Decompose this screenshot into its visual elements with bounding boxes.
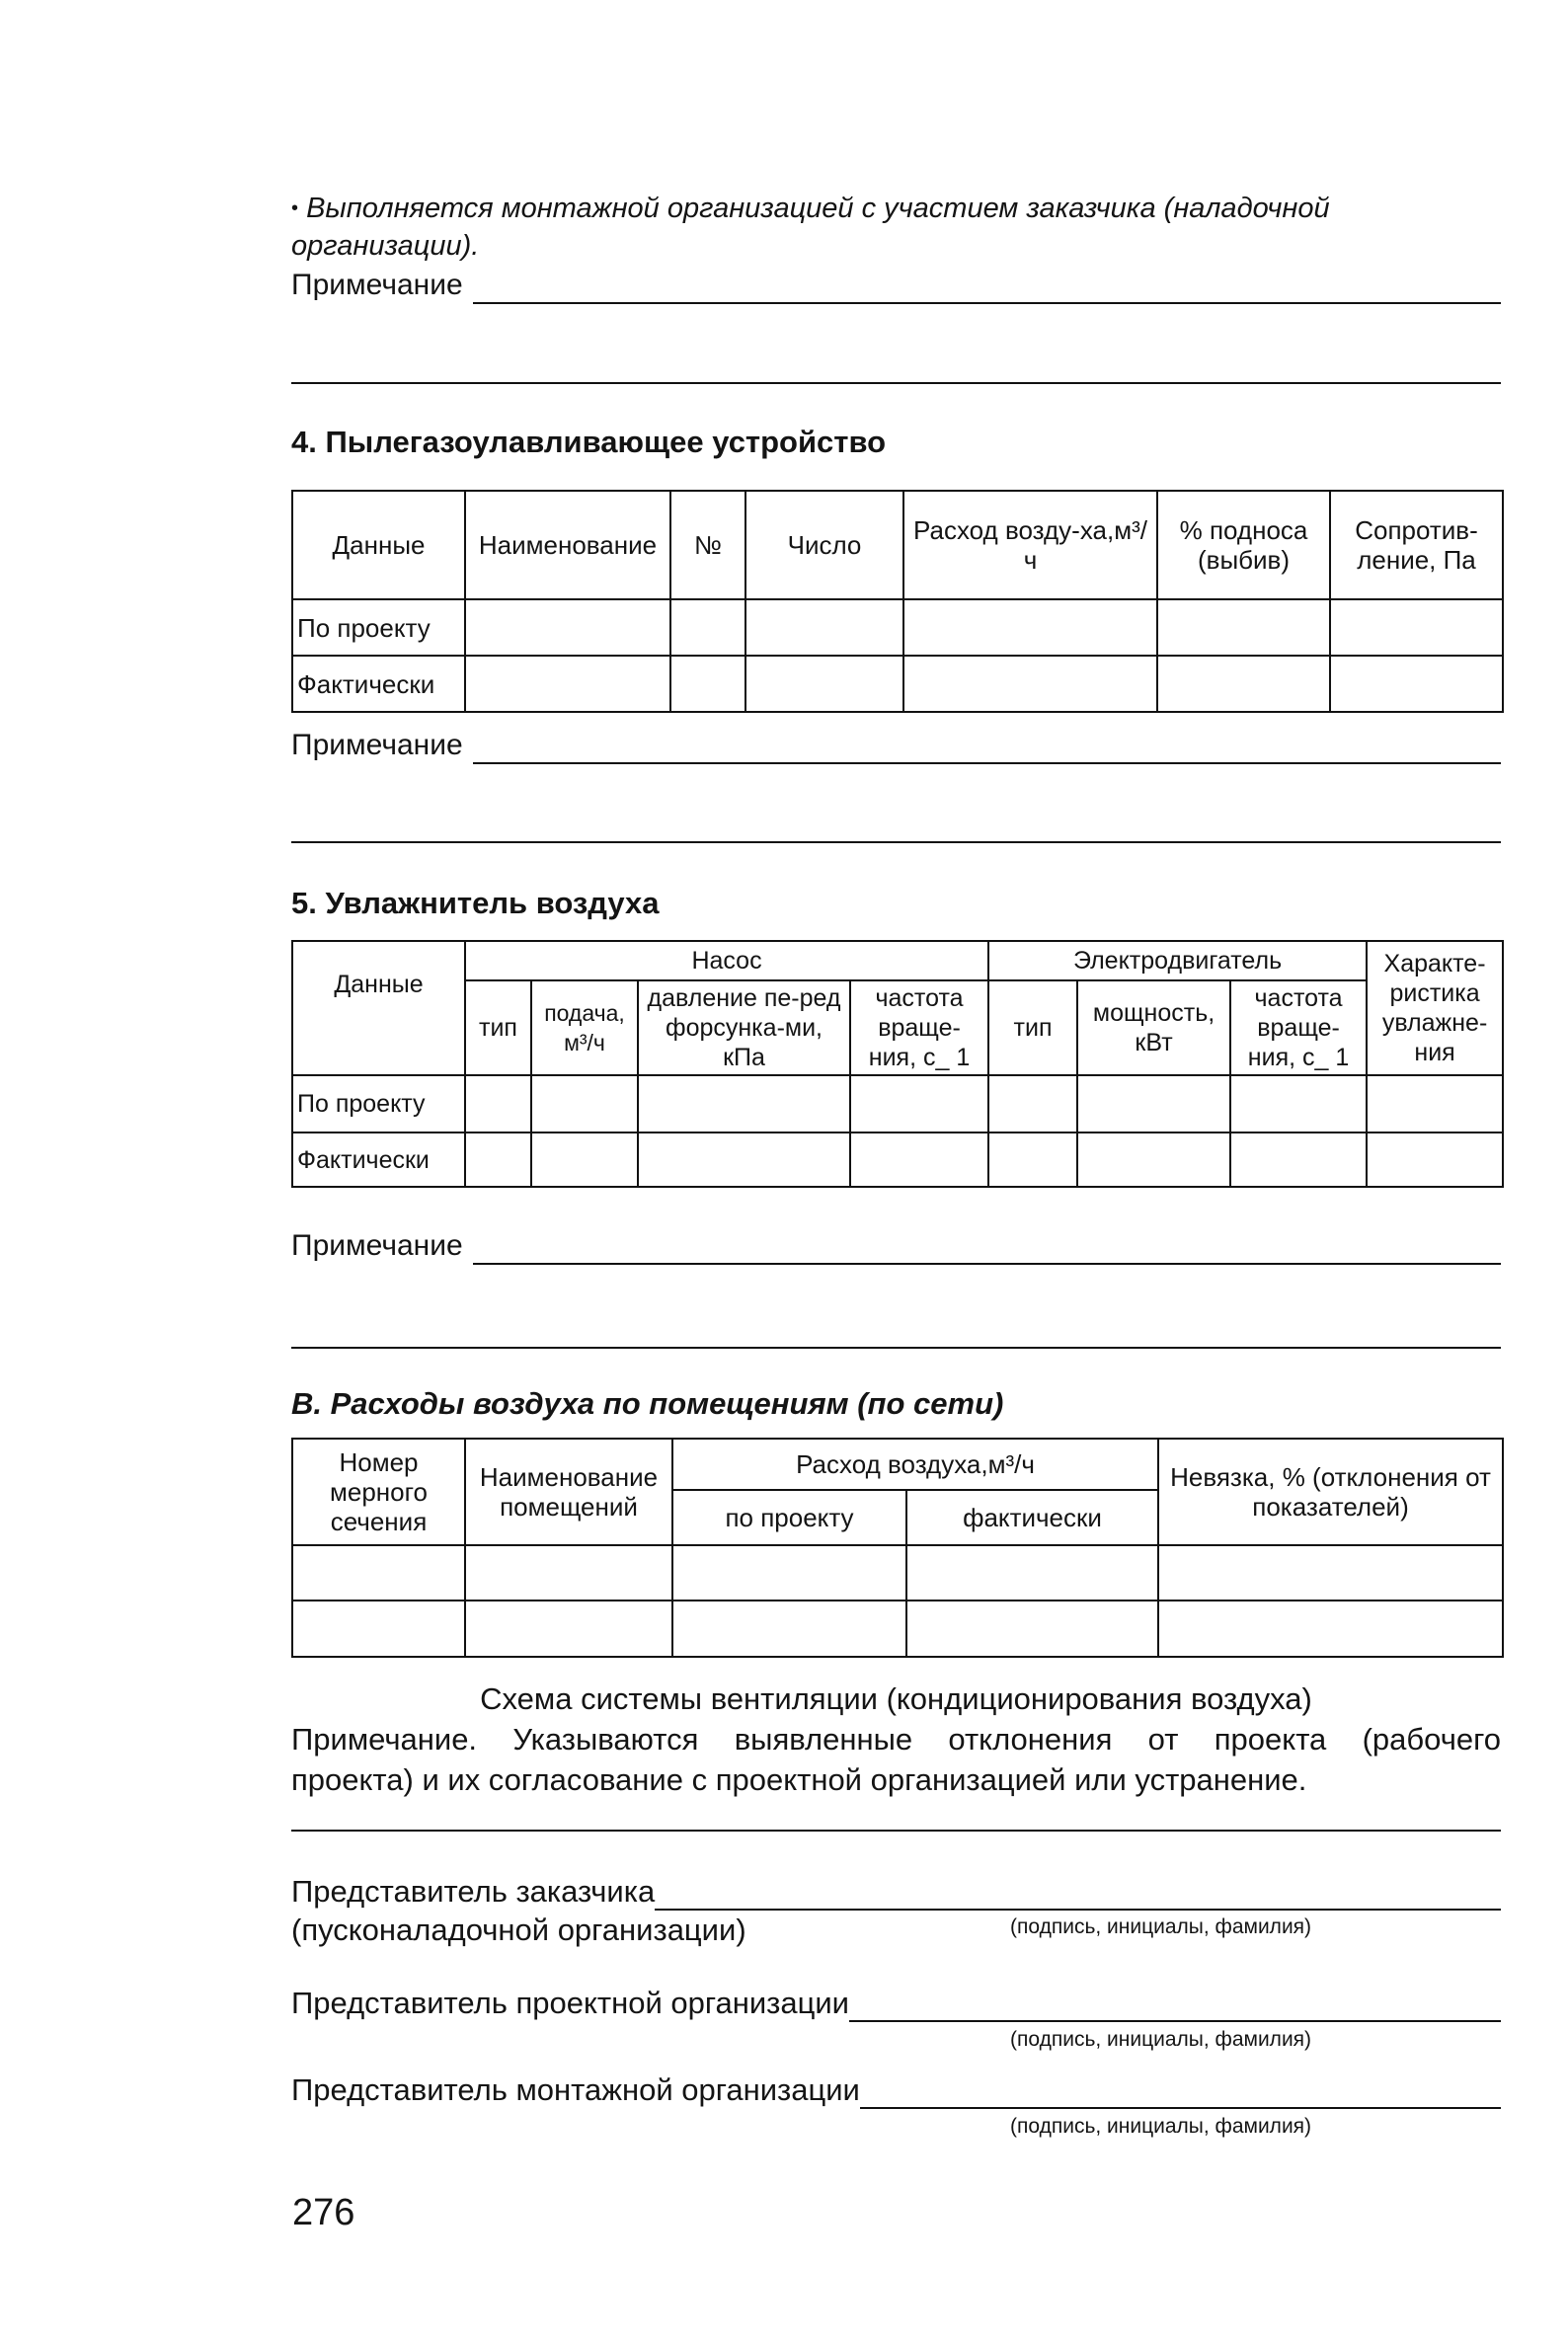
header-section-number: Номер мерного сечения bbox=[292, 1439, 465, 1545]
table-cell[interactable] bbox=[1230, 1075, 1367, 1132]
section4-note-label: Примечание bbox=[291, 729, 463, 761]
table-row bbox=[292, 1545, 1503, 1601]
table-cell[interactable] bbox=[745, 656, 903, 712]
table-cell[interactable] bbox=[465, 1075, 531, 1132]
table-cell[interactable] bbox=[1158, 1545, 1503, 1601]
header-actual: фактически bbox=[906, 1490, 1158, 1545]
table-cell[interactable] bbox=[638, 1075, 850, 1132]
scheme-title: Схема системы вентиляции (кондиционирования воздуха) bbox=[480, 1681, 1312, 1716]
signature-hint: (подпись, инициалы, фамилия) bbox=[1010, 1915, 1312, 1938]
customer-rep-label: Представитель заказчика bbox=[291, 1874, 656, 1909]
header-pump: Насос bbox=[465, 941, 988, 980]
scheme-note-line1: Примечание. Указываются выявленные отклонения от проекта (рабочего bbox=[291, 1722, 1501, 1757]
header-by-design: по проекту bbox=[672, 1490, 906, 1545]
design-signature-line[interactable] bbox=[849, 1991, 1501, 2022]
install-signature-line[interactable] bbox=[860, 2077, 1501, 2109]
signature-hint: (подпись, инициалы, фамилия) bbox=[1010, 2115, 1312, 2138]
table-cell[interactable] bbox=[850, 1075, 988, 1132]
header-resistance: Сопротив-ление, Па bbox=[1330, 491, 1503, 599]
table-cell[interactable] bbox=[1158, 1601, 1503, 1657]
scheme-note-line2: проекта) и их согласование с проектной организацией или устранение. bbox=[291, 1762, 1307, 1797]
customer-signature-line[interactable] bbox=[655, 1879, 1501, 1911]
section5-note-label: Примечание bbox=[291, 1229, 463, 1262]
intro-footnote bbox=[291, 190, 1501, 265]
table-cell[interactable] bbox=[465, 599, 670, 656]
section4-title: 4. Пылегазоулавливающее устройство bbox=[291, 425, 887, 459]
table-row bbox=[292, 656, 1503, 712]
table-row bbox=[292, 599, 1503, 656]
table-cell[interactable] bbox=[465, 656, 670, 712]
table-row bbox=[292, 1601, 1503, 1657]
intro-note-row bbox=[291, 267, 1501, 304]
table-cell[interactable] bbox=[1330, 599, 1503, 656]
design-rep-label: Представитель проектной организации bbox=[291, 1986, 849, 2020]
section4-note-line2[interactable] bbox=[291, 841, 1501, 843]
header-carryover: % подноса (выбив) bbox=[1157, 491, 1330, 599]
table-cell[interactable] bbox=[531, 1075, 638, 1132]
table-cell[interactable] bbox=[638, 1132, 850, 1187]
table-cell[interactable] bbox=[672, 1601, 906, 1657]
row-label: Фактически bbox=[292, 1132, 465, 1187]
section5-note-row bbox=[291, 1227, 1501, 1265]
header-room-name: Наименование помещений bbox=[465, 1439, 672, 1545]
header-airflow: Расход воздуха,м³/ч bbox=[672, 1439, 1158, 1490]
row-label: Фактически bbox=[292, 656, 465, 712]
header-pump-flow: подача, м³/ч bbox=[531, 980, 638, 1075]
table-cell[interactable] bbox=[1157, 656, 1330, 712]
table-row bbox=[292, 1075, 1503, 1132]
sectionB-table bbox=[291, 1438, 1504, 1658]
table-cell[interactable] bbox=[1077, 1132, 1230, 1187]
header-count: Число bbox=[745, 491, 903, 599]
row-label: По проекту bbox=[292, 599, 465, 656]
sectionB-header-row bbox=[292, 1439, 1503, 1490]
table-cell[interactable] bbox=[1367, 1075, 1503, 1132]
table-row bbox=[292, 1132, 1503, 1187]
header-pump-rpm: частота враще-ния, с_ 1 bbox=[850, 980, 988, 1075]
header-name: Наименование bbox=[465, 491, 670, 599]
header-deviation: Невязка, % (отклонения от показателей) bbox=[1158, 1439, 1503, 1545]
scheme-paragraph bbox=[291, 1679, 1501, 1800]
header-motor: Электродвигатель bbox=[988, 941, 1367, 980]
table-cell[interactable] bbox=[745, 599, 903, 656]
table-cell[interactable] bbox=[903, 656, 1157, 712]
header-number: № bbox=[670, 491, 745, 599]
table-cell[interactable] bbox=[1077, 1075, 1230, 1132]
section4-note-line[interactable] bbox=[473, 733, 1501, 764]
footnote-mark: • bbox=[291, 197, 299, 219]
header-humidification: Характе-ристика увлажне-ния bbox=[1367, 941, 1503, 1075]
row-label: По проекту bbox=[292, 1075, 465, 1132]
sectionB-title: В. Расходы воздуха по помещениям (по сети) bbox=[291, 1386, 1004, 1421]
section5-group-row bbox=[292, 941, 1503, 980]
sectionB-title-wrap bbox=[291, 1384, 1501, 1424]
table-cell[interactable] bbox=[903, 599, 1157, 656]
footnote-line1: Выполняется монтажной организацией с участием заказчика (наладочной bbox=[306, 193, 1330, 224]
section4-title-wrap bbox=[291, 423, 1501, 462]
page-number: 276 bbox=[292, 2192, 355, 2233]
footnote-line2: организации). bbox=[291, 230, 480, 262]
header-pump-pressure: давление пе-ред форсунка-ми, кПа bbox=[638, 980, 850, 1075]
table-cell[interactable] bbox=[850, 1132, 988, 1187]
table-cell[interactable] bbox=[1157, 599, 1330, 656]
intro-note-line[interactable] bbox=[473, 273, 1501, 304]
intro-note-label: Примечание bbox=[291, 269, 463, 301]
table-cell[interactable] bbox=[465, 1601, 672, 1657]
table-cell[interactable] bbox=[465, 1545, 672, 1601]
section4-table bbox=[291, 490, 1504, 713]
table-cell[interactable] bbox=[988, 1075, 1077, 1132]
table-cell[interactable] bbox=[672, 1545, 906, 1601]
signature-hint: (подпись, инициалы, фамилия) bbox=[1010, 2028, 1312, 2051]
section5-subheader-row bbox=[292, 980, 1503, 1075]
table-cell[interactable] bbox=[531, 1132, 638, 1187]
table-cell[interactable] bbox=[670, 599, 745, 656]
table-cell[interactable] bbox=[465, 1132, 531, 1187]
table-cell[interactable] bbox=[906, 1545, 1158, 1601]
section5-note-line2[interactable] bbox=[291, 1347, 1501, 1349]
header-pump-type: тип bbox=[465, 980, 531, 1075]
install-rep-label: Представитель монтажной организации bbox=[291, 2072, 860, 2107]
header-data: Данные bbox=[292, 941, 465, 1075]
header-motor-power: мощность, кВт bbox=[1077, 980, 1230, 1075]
table-cell[interactable] bbox=[1330, 656, 1503, 712]
table-cell[interactable] bbox=[1367, 1132, 1503, 1187]
table-cell[interactable] bbox=[988, 1132, 1077, 1187]
header-motor-type: тип bbox=[988, 980, 1077, 1075]
design-signature-block bbox=[291, 1985, 1501, 2022]
customer-signature-block bbox=[291, 1873, 1501, 1950]
table-cell[interactable] bbox=[670, 656, 745, 712]
intro-note-line2[interactable] bbox=[291, 382, 1501, 384]
table-cell[interactable] bbox=[292, 1601, 465, 1657]
section4-note-row bbox=[291, 727, 1501, 764]
section5-title-wrap bbox=[291, 884, 1501, 923]
section5-title: 5. Увлажнитель воздуха bbox=[291, 886, 660, 920]
section5-note-line[interactable] bbox=[473, 1233, 1501, 1265]
table-cell[interactable] bbox=[1230, 1132, 1367, 1187]
section4-header-row bbox=[292, 491, 1503, 599]
table-cell[interactable] bbox=[906, 1601, 1158, 1657]
header-data: Данные bbox=[292, 491, 465, 599]
scheme-note-line[interactable] bbox=[291, 1830, 1501, 1832]
table-cell[interactable] bbox=[292, 1545, 465, 1601]
header-airflow: Расход возду-ха,м³/ч bbox=[903, 491, 1157, 599]
section5-table bbox=[291, 940, 1504, 1188]
customer-rep-sublabel: (пусконаладочной организации) bbox=[291, 1913, 746, 1947]
header-motor-rpm: частота враще-ния, с_ 1 bbox=[1230, 980, 1367, 1075]
install-signature-block bbox=[291, 2071, 1501, 2109]
